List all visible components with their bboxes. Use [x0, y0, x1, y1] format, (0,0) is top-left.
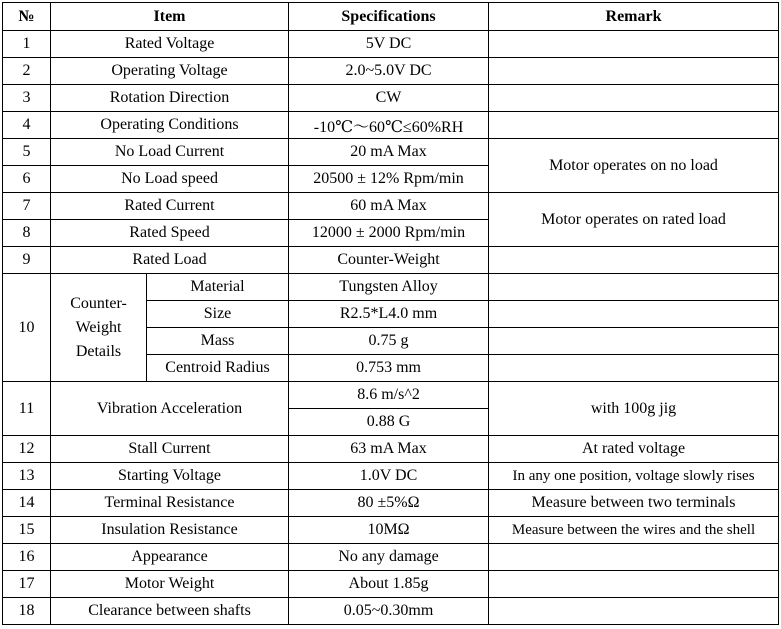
row-no: 8: [3, 220, 51, 247]
row-no: 2: [3, 58, 51, 85]
row-item: No Load speed: [51, 166, 289, 193]
row-no: 17: [3, 571, 51, 598]
row-remark: [489, 355, 779, 382]
row-item: Appearance: [51, 544, 289, 571]
table-row: [3, 517, 779, 544]
row-no: 14: [3, 490, 51, 517]
row-item: Motor Weight: [51, 571, 289, 598]
row-item: Terminal Resistance: [51, 490, 289, 517]
row-item: Operating Voltage: [51, 58, 289, 85]
row-remark: Measure between two terminals: [489, 490, 779, 517]
row-spec: 1.0V DC: [289, 463, 489, 490]
table-row: [3, 490, 779, 517]
row-remark: [489, 598, 779, 625]
row-spec: R2.5*L4.0 mm: [289, 301, 489, 328]
row-remark: In any one position, voltage slowly rises: [489, 463, 779, 490]
row-no: 15: [3, 517, 51, 544]
row-no: 5: [3, 139, 51, 166]
row-spec: 8.6 m/s^2: [289, 382, 489, 409]
row-remark: [489, 247, 779, 274]
row-no: 9: [3, 247, 51, 274]
row-subitem: Material: [147, 274, 289, 301]
table-row: [3, 112, 779, 139]
row-remark: Motor operates on rated load: [489, 193, 779, 247]
row-remark: [489, 31, 779, 58]
row-remark: [489, 328, 779, 355]
row-no: 7: [3, 193, 51, 220]
header-no: №: [3, 3, 51, 31]
table-row: [3, 436, 779, 463]
table-row: [3, 58, 779, 85]
row-item: Rated Voltage: [51, 31, 289, 58]
row-item: Operating Conditions: [51, 112, 289, 139]
row-item: Stall Current: [51, 436, 289, 463]
row-no: 13: [3, 463, 51, 490]
row-no: 1: [3, 31, 51, 58]
header-item: Item: [51, 3, 289, 31]
table-row: [3, 274, 779, 301]
header-row: [3, 3, 779, 31]
row-subitem: Size: [147, 301, 289, 328]
header-spec: Specifications: [289, 3, 489, 31]
row-spec: 80 ±5%Ω: [289, 490, 489, 517]
row-no: 3: [3, 85, 51, 112]
row-remark: Motor operates on no load: [489, 139, 779, 193]
row-no: 11: [3, 382, 51, 436]
row-spec: 0.05~0.30mm: [289, 598, 489, 625]
row-remark: At rated voltage: [489, 436, 779, 463]
row-item: Rotation Direction: [51, 85, 289, 112]
row-spec: 5V DC: [289, 31, 489, 58]
table-row: [3, 247, 779, 274]
row-spec: 20 mA Max: [289, 139, 489, 166]
row-no: 4: [3, 112, 51, 139]
row-item: Rated Speed: [51, 220, 289, 247]
table-row: [3, 544, 779, 571]
row-spec: 0.88 G: [289, 409, 489, 436]
row-spec: 2.0~5.0V DC: [289, 58, 489, 85]
row-item: Vibration Acceleration: [51, 382, 289, 436]
row-remark: Measure between the wires and the shell: [489, 517, 779, 544]
row-no: 16: [3, 544, 51, 571]
row-remark: [489, 112, 779, 139]
table-row: [3, 571, 779, 598]
row-item: Starting Voltage: [51, 463, 289, 490]
row-remark: [489, 544, 779, 571]
row-remark: [489, 301, 779, 328]
table-row: [3, 193, 779, 220]
row-spec: 10MΩ: [289, 517, 489, 544]
row-item: Rated Load: [51, 247, 289, 274]
header-remark: Remark: [489, 3, 779, 31]
row-item: No Load Current: [51, 139, 289, 166]
row-no: 10: [3, 274, 51, 382]
row-no: 6: [3, 166, 51, 193]
table-row: [3, 598, 779, 625]
row-spec: 60 mA Max: [289, 193, 489, 220]
table-row: [3, 382, 779, 409]
row-subitem: Centroid Radius: [147, 355, 289, 382]
row-remark: [489, 85, 779, 112]
row-remark: [489, 58, 779, 85]
row-group-label: Counter-Weight Details: [51, 274, 147, 382]
row-spec: -10℃～60℃≤60%RH: [289, 112, 489, 139]
row-remark: [489, 571, 779, 598]
row-spec: No any damage: [289, 544, 489, 571]
row-item: Insulation Resistance: [51, 517, 289, 544]
row-remark: with 100g jig: [489, 382, 779, 436]
row-spec: 0.753 mm: [289, 355, 489, 382]
row-spec: 63 mA Max: [289, 436, 489, 463]
table-row: [3, 31, 779, 58]
row-remark: [489, 274, 779, 301]
row-spec: 0.75 g: [289, 328, 489, 355]
row-spec: 12000 ± 2000 Rpm/min: [289, 220, 489, 247]
table-row: [3, 463, 779, 490]
spec-table: [2, 2, 779, 625]
row-item: Clearance between shafts: [51, 598, 289, 625]
table-row: [3, 85, 779, 112]
row-spec: Counter-Weight: [289, 247, 489, 274]
row-no: 12: [3, 436, 51, 463]
row-spec: 20500 ± 12% Rpm/min: [289, 166, 489, 193]
row-subitem: Mass: [147, 328, 289, 355]
row-spec: CW: [289, 85, 489, 112]
row-spec: About 1.85g: [289, 571, 489, 598]
row-no: 18: [3, 598, 51, 625]
row-item: Rated Current: [51, 193, 289, 220]
row-spec: Tungsten Alloy: [289, 274, 489, 301]
table-row: [3, 139, 779, 166]
